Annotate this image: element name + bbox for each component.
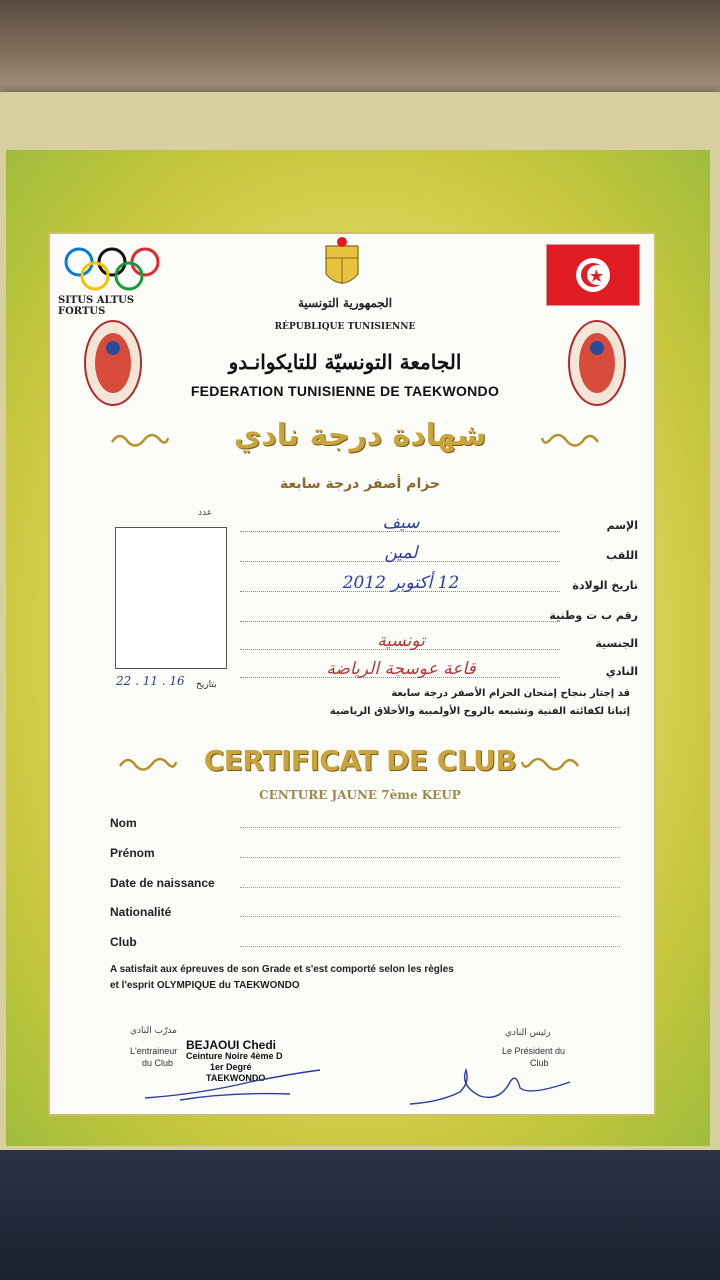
photo-box [115, 527, 227, 669]
olympic-rings-icon [62, 244, 162, 294]
stamp-line: TAEKWONDO [206, 1073, 266, 1083]
field-national-id [240, 598, 638, 626]
number-label: عدد [198, 508, 213, 518]
federation-name-french: FEDERATION TUNISIENNE DE TAEKWONDO [190, 383, 500, 399]
certificate-subtitle-arabic: حزام أصفر درجة سابعة [279, 476, 441, 492]
field-label: Club [110, 935, 137, 949]
republic-name-french: RÉPUBLIQUE TUNISIENNE [274, 322, 416, 332]
certificate-title-french: CERTIFICAT DE CLUB [203, 744, 517, 777]
olympic-motto: SITUS ALTUS FORTUS [58, 295, 135, 317]
background-bottom [0, 1150, 720, 1280]
field-club-fr [110, 931, 630, 951]
stamp-line: Ceinture Noire 4ème D [186, 1051, 283, 1061]
statement-french-1: A satisfait aux épreuves de son Grade et s'est comporté selon les règles [110, 964, 454, 975]
tunisia-coat-of-arms-icon [322, 236, 362, 294]
field-label: الجنسية [595, 637, 638, 650]
field-label: اللقب [606, 549, 638, 562]
field-label: Nationalité [110, 905, 172, 919]
trainer-label-arabic: مدرّب النادي [130, 1026, 177, 1036]
statement-arabic-1: قد إجتاز بنجاح إمتحان الحزام الأصفر درجة سابعة [391, 688, 630, 699]
field-prenom [110, 842, 630, 862]
ornament-icon [520, 752, 580, 774]
tunisia-flag-icon [547, 245, 639, 305]
president-signature [400, 1062, 580, 1110]
field-nationality [240, 626, 638, 654]
field-last-name [240, 538, 638, 566]
field-value: لمين [384, 543, 418, 563]
field-label: النادي [605, 665, 638, 678]
certificate-subtitle-french: CENTURE JAUNE 7ème KEUP [259, 788, 461, 802]
federation-name-arabic: الجامعة التونسيّة للتايكوانـدو [228, 350, 462, 374]
field-nationalite [110, 901, 630, 921]
stamp-name: BEJAOUI Chedi [186, 1038, 277, 1052]
issue-date-value: 22 . 11 . 16 [116, 674, 185, 688]
field-label: تاريخ الولادة [572, 579, 638, 592]
field-label: الإسم [606, 519, 638, 532]
field-label: Prénom [110, 846, 155, 860]
federation-badge-icon [566, 318, 628, 408]
field-value: 12 أكتوبر 2012 [342, 573, 460, 593]
statement-french-2: et l'esprit OLYMPIQUE du TAEKWONDO [110, 980, 300, 991]
field-value: تونسية [377, 631, 425, 651]
field-line [240, 857, 620, 858]
field-first-name [240, 508, 638, 536]
stamp-line: 1er Degré [210, 1062, 252, 1072]
field-birth-date [240, 568, 638, 596]
field-line [240, 946, 620, 947]
issue-date-label: بتاريخ [196, 680, 217, 690]
field-line [240, 887, 620, 888]
republic-name-arabic: الجمهورية التونسية [297, 296, 393, 310]
president-label-french-1: Le Président du [502, 1046, 566, 1056]
field-label: Nom [110, 816, 137, 830]
trainer-signature [140, 1064, 340, 1104]
tunisia-flag [546, 244, 640, 306]
president-label-french-2: Club [530, 1058, 549, 1068]
field-value: سيف [382, 513, 420, 533]
federation-badge-icon [82, 318, 144, 408]
field-label: Date de naissance [110, 876, 215, 890]
field-line [240, 621, 560, 622]
field-club [240, 654, 638, 682]
ornament-icon [540, 428, 600, 450]
field-nom [110, 812, 630, 832]
field-line [240, 827, 620, 828]
field-label: رقم ب ت وطنية [549, 609, 638, 622]
certificate-title-arabic: شهادة درجة نادي [233, 418, 487, 453]
president-label-arabic: رئيس النادي [505, 1028, 551, 1038]
statement-arabic-2: إثباتا لكفائته الفنية وتشبعه بالروح الأولمبية والأخلاق الرياضية [329, 706, 630, 717]
trainer-label-french-1: L'entraineur [130, 1046, 178, 1056]
field-date-de-naissance [110, 872, 630, 892]
field-value: قاعة عوسجة الرياضة [326, 659, 476, 679]
trainer-label-french-2: du Club [142, 1058, 174, 1068]
field-line [240, 916, 620, 917]
